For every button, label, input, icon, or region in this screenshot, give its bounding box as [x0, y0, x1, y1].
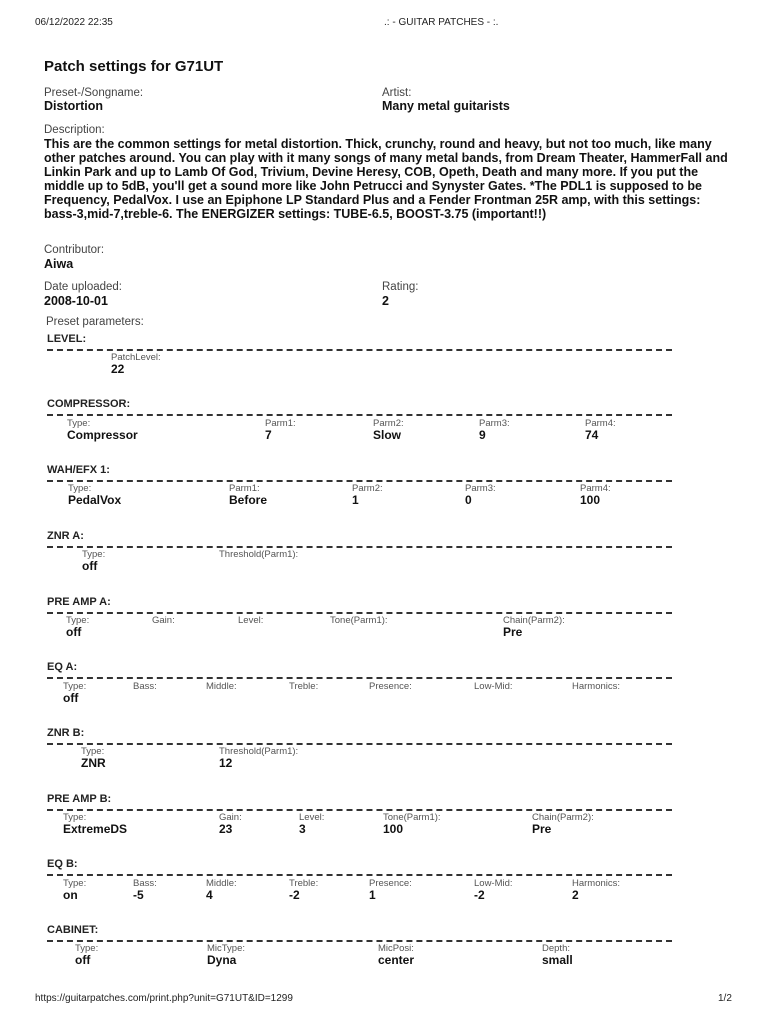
param-value: off: [82, 559, 98, 573]
rating-value: 2: [382, 294, 389, 308]
param-label: Gain:: [219, 812, 242, 823]
param-value: 2: [572, 888, 579, 902]
param-value: 0: [465, 493, 472, 507]
param-label: Middle:: [206, 878, 237, 889]
description-label: Description:: [44, 124, 105, 136]
param-label: Type:: [82, 549, 106, 560]
date-uploaded-label: Date uploaded:: [44, 281, 123, 293]
param-label: Middle:: [206, 681, 237, 692]
param-value: Before: [229, 493, 268, 507]
param-label: Type:: [75, 943, 99, 954]
param-value: 12: [219, 756, 233, 770]
param-label: PatchLevel:: [111, 352, 161, 363]
page-number: 1/2: [718, 993, 732, 1004]
section-eq-a-title: EQ A:: [47, 661, 672, 679]
param-label: Bass:: [133, 681, 157, 692]
param-label: Type:: [63, 681, 87, 692]
param-label: Type:: [67, 418, 91, 429]
param-value: -2: [474, 888, 485, 902]
param-label: Type:: [63, 812, 87, 823]
section-pre-amp-b-title: PRE AMP B:: [47, 793, 672, 811]
param-label: Type:: [63, 878, 87, 889]
param-label: Presence:: [369, 681, 412, 692]
section-compressor-title: COMPRESSOR:: [47, 398, 672, 416]
param-value: off: [66, 625, 82, 639]
param-value: 22: [111, 362, 125, 376]
param-label: MicPosi:: [378, 943, 414, 954]
print-datetime: 06/12/2022 22:35: [35, 17, 113, 28]
param-value: 100: [383, 822, 404, 836]
param-value: center: [378, 953, 415, 967]
param-value: Dyna: [207, 953, 237, 967]
param-value: -2: [289, 888, 300, 902]
param-label: Tone(Parm1):: [383, 812, 441, 823]
param-value: 1: [352, 493, 359, 507]
section-znr-a-title: ZNR A:: [47, 530, 672, 548]
param-value: small: [542, 953, 573, 967]
param-value: Slow: [373, 428, 402, 442]
param-value: ExtremeDS: [63, 822, 128, 836]
param-label: Parm3:: [479, 418, 510, 429]
param-label: Chain(Parm2):: [503, 615, 565, 626]
param-label: Parm4:: [580, 483, 611, 494]
date-uploaded-value: 2008-10-01: [44, 294, 108, 308]
param-value: Compressor: [67, 428, 138, 442]
artist-label: Artist:: [382, 87, 412, 99]
param-value: Pre: [503, 625, 523, 639]
param-label: Parm2:: [352, 483, 383, 494]
param-label: Harmonics:: [572, 681, 621, 692]
site-title: .: - GUITAR PATCHES - :.: [384, 17, 499, 28]
param-label: Level:: [299, 812, 325, 823]
param-label: Treble:: [289, 878, 319, 889]
param-value: 7: [265, 428, 272, 442]
param-label: Tone(Parm1):: [330, 615, 388, 626]
param-value: off: [75, 953, 91, 967]
param-label: Type:: [81, 746, 105, 757]
artist-value: Many metal guitarists: [382, 99, 510, 113]
param-value: 4: [206, 888, 213, 902]
param-label: Type:: [66, 615, 90, 626]
rating-label: Rating:: [382, 281, 419, 293]
param-label: Parm1:: [229, 483, 260, 494]
param-value: 3: [299, 822, 306, 836]
param-value: 23: [219, 822, 233, 836]
param-value: 100: [580, 493, 601, 507]
param-value: PedalVox: [68, 493, 122, 507]
param-label: Low-Mid:: [474, 681, 513, 692]
section-pre-amp-a-title: PRE AMP A:: [47, 596, 672, 614]
param-label: Gain:: [152, 615, 175, 626]
preset-label: Preset-/Songname:: [44, 87, 144, 99]
contributor-value: Aiwa: [44, 257, 74, 271]
section-cabinet-title: CABINET:: [47, 924, 672, 942]
param-label: Bass:: [133, 878, 157, 889]
param-label: Level:: [238, 615, 264, 626]
param-label: Parm3:: [465, 483, 496, 494]
contributor-label: Contributor:: [44, 244, 105, 256]
param-label: Low-Mid:: [474, 878, 513, 889]
param-label: Threshold(Parm1):: [219, 746, 299, 757]
section-wah-efx1-title: WAH/EFX 1:: [47, 464, 672, 482]
preset-value: Distortion: [44, 99, 104, 113]
param-label: Threshold(Parm1):: [219, 549, 299, 560]
section-eq-b-title: EQ B:: [47, 858, 672, 876]
param-label: MicType:: [207, 943, 246, 954]
param-value: off: [63, 691, 79, 705]
param-label: Parm1:: [265, 418, 296, 429]
param-label: Treble:: [289, 681, 319, 692]
print-url: https://guitarpatches.com/print.php?unit=G71UT&ID=1299: [35, 993, 293, 1004]
preset-parameters-label: Preset parameters:: [46, 316, 144, 328]
param-value: 74: [585, 428, 599, 442]
param-label: Depth:: [542, 943, 570, 954]
description-text: This are the common settings for metal distortion. Thick, crunchy, round and heavy, but not too much, like many other patches around. You can play with it many songs of many metal bands, from Dream Theater, HammerFall and Linkin Park and up to Lamb Of God, Trivium, Devine Heresy, COB, Opeth, Death and many more. If you put the middle up to 5dB, you'll get a sound more like John Petrucci and Synyster Gates. *The PDL1 is supposed to be Frequency, PedalVox. I use an Epiphone LP Standard Plus and a Fender Frontman 25R amp, with this settings: bass-3,mid-7,treble-6. The ENERGIZER settings: TUBE-6.5, BOOST-3.75 (important!!): [44, 137, 728, 221]
param-label: Harmonics:: [572, 878, 621, 889]
section-znr-b-title: ZNR B:: [47, 727, 672, 745]
param-value: -5: [133, 888, 144, 902]
param-value: on: [63, 888, 78, 902]
param-value: 9: [479, 428, 486, 442]
section-level-title: LEVEL:: [47, 333, 672, 351]
param-label: Chain(Parm2):: [532, 812, 594, 823]
param-label: Parm2:: [373, 418, 404, 429]
page-title: Patch settings for G71UT: [44, 58, 224, 75]
param-value: Pre: [532, 822, 552, 836]
param-value: ZNR: [81, 756, 106, 770]
param-label: Parm4:: [585, 418, 616, 429]
param-label: Type:: [68, 483, 92, 494]
param-value: 1: [369, 888, 376, 902]
param-label: Presence:: [369, 878, 412, 889]
